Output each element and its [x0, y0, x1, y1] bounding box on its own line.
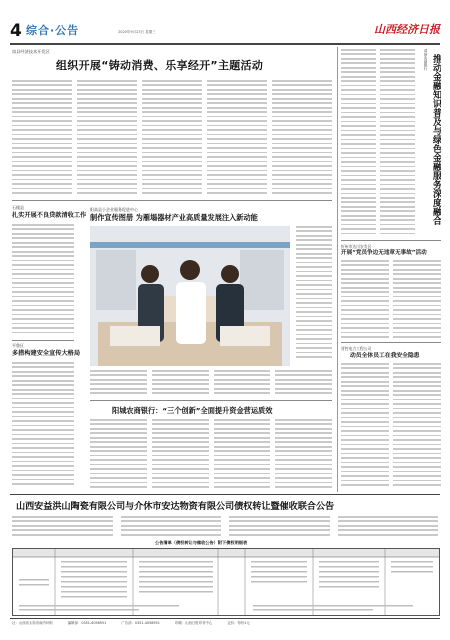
divider: [12, 340, 74, 341]
footer: [12, 621, 438, 633]
right-bottom-body: [341, 363, 441, 489]
footer-address: 社：山西省太原市南内环街: [12, 621, 53, 625]
footer-ads: 广告部：0351-4058951: [121, 621, 160, 625]
page-number: 4: [10, 21, 22, 41]
right-mid-body: [341, 260, 441, 338]
divider: [337, 47, 338, 492]
feature-photo: [90, 226, 290, 366]
lead-kicker: 岚县经济技术开发区: [12, 49, 50, 54]
right-top-kicker: 忻州市达川农发区: [341, 244, 372, 249]
col1-headline2: 多措构建安全宣传大格局: [12, 350, 81, 357]
right-top-body: [341, 49, 415, 239]
col1-body: [12, 224, 74, 336]
col1-headline: 扎实开展不良贷款清收工作: [12, 212, 87, 219]
notice-table: [12, 548, 440, 616]
feature-body: [90, 370, 332, 398]
notice-intro: [12, 516, 438, 540]
right-bottom-kicker: 晋控电力工程公司: [341, 346, 372, 351]
lead-headline: 组织开展“铸动消费、乐享经开”主题活动: [56, 59, 264, 72]
footer-price: 定价：每份1元: [227, 621, 250, 625]
sidebar-kicker: 清徐农商银行: [424, 49, 428, 71]
right-bottom-headline: 动员全体员工在我安全隐患: [350, 353, 420, 359]
footer-editorial: 编辑部：0351-4058951: [67, 621, 107, 625]
divider: [341, 342, 441, 343]
masthead: [10, 22, 440, 42]
feature-side: [296, 226, 332, 366]
yangcheng-body: [90, 419, 332, 489]
notice-title: 山西安益洪山陶瓷有限公司与介休市安达物资有限公司债权转让暨催收联合公告: [16, 501, 335, 512]
footer-rule: [10, 618, 440, 619]
footer-printer: 印刷：山西日报印务中心: [174, 621, 213, 625]
col1-kicker2: 平鲁区: [12, 343, 24, 348]
sidebar-headline: 推动金融知识普及与绿色金融服务深度融合: [431, 54, 441, 225]
divider: [10, 494, 440, 495]
col1-body2: [12, 362, 74, 490]
feature-kicker: 阳高县小企业服务促进中心: [90, 207, 138, 212]
divider: [12, 200, 332, 201]
date-line: 2020年9月23日 星期三: [118, 30, 156, 34]
col1-kicker: 石楼县: [12, 205, 24, 210]
lead-body: [12, 80, 332, 200]
divider: [90, 400, 332, 401]
masthead-rule: [10, 43, 440, 45]
section-title: 综合·公告: [26, 24, 80, 37]
right-top-headline: 开展“党员争边无违章无事故”活动: [341, 250, 427, 256]
feature-headline: 制作宣传图册 为雁塌器材产业高质量发展注入新动能: [90, 213, 258, 222]
yangcheng-headline: 阳城农商银行：“三个创新”全面提升资金营运质效: [112, 406, 273, 415]
divider: [341, 240, 441, 241]
notice-table-title: 公告清单（债权转让与催收公告）附下债权明细表: [155, 540, 248, 545]
paper-name: 山西经济日报: [374, 23, 440, 36]
